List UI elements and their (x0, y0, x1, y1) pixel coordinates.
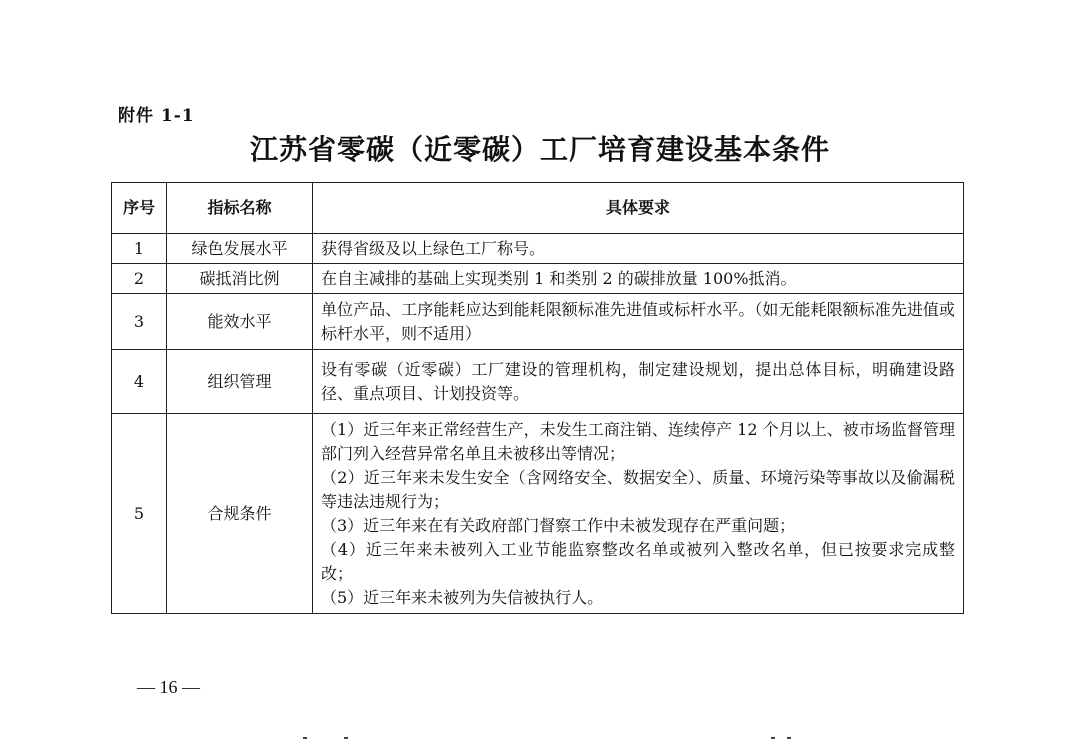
requirement-line: （1）近三年来正常经营生产，未发生工商注销、连续停产 12 个月以上、被市场监督管理部门列入经营异常名单且未被移出等情况； (321, 419, 955, 463)
scan-artifact (344, 737, 348, 739)
header-name: 指标名称 (167, 183, 313, 234)
requirement-line: （4）近三年来未被列入工业节能监察整改名单或被列入整改名单，但已按要求完成整改； (321, 539, 955, 583)
table-row (112, 414, 964, 614)
row-requirement (313, 294, 964, 350)
row-no: 5 (112, 414, 167, 614)
row-no: 2 (112, 264, 167, 294)
document-title: 江苏省零碳（近零碳）工厂培育建设基本条件 (249, 133, 830, 166)
row-no: 3 (112, 294, 167, 350)
header-no: 序号 (112, 183, 167, 234)
row-requirement (313, 350, 964, 414)
scan-artifact (771, 737, 775, 739)
scan-artifact (787, 737, 791, 739)
requirement-line: （3）近三年来在有关政府部门督察工作中未被发现存在严重问题； (321, 515, 796, 535)
requirement-line: 获得省级及以上绿色工厂称号。 (321, 238, 546, 258)
row-name: 组织管理 (167, 350, 313, 414)
requirement-line: 单位产品、工序能耗应达到能耗限额标准先进值或标杆水平。（如无能耗限额标准先进值或标杆水平，则不适用） (321, 299, 955, 343)
requirement-line: （5）近三年来未被列为失信被执行人。 (321, 587, 604, 607)
requirements-table (111, 182, 964, 614)
table-row (112, 264, 964, 294)
table-row (112, 234, 964, 264)
requirement-line: 在自主减排的基础上实现类别 1 和类别 2 的碳排放量 100%抵消。 (321, 268, 797, 288)
requirement-line: （2）近三年来未发生安全（含网络安全、数据安全）、质量、环境污染等事故以及偷漏税等违法违规行为； (321, 467, 955, 511)
row-requirement (313, 264, 964, 294)
row-name: 合规条件 (167, 414, 313, 614)
page-number: — 16 — (137, 677, 200, 697)
attachment-label: 附件 1-1 (118, 106, 195, 126)
row-requirement (313, 414, 964, 614)
row-name: 碳抵消比例 (167, 264, 313, 294)
table-header-row (112, 183, 964, 234)
table-row (112, 294, 964, 350)
row-name: 能效水平 (167, 294, 313, 350)
row-no: 1 (112, 234, 167, 264)
scan-artifact (303, 737, 307, 739)
row-no: 4 (112, 350, 167, 414)
row-name: 绿色发展水平 (167, 234, 313, 264)
table-row (112, 350, 964, 414)
requirement-line: 设有零碳（近零碳）工厂建设的管理机构，制定建设规划，提出总体目标，明确建设路径、重点项目、计划投资等。 (321, 359, 955, 403)
row-requirement (313, 234, 964, 264)
header-requirement: 具体要求 (313, 183, 964, 234)
